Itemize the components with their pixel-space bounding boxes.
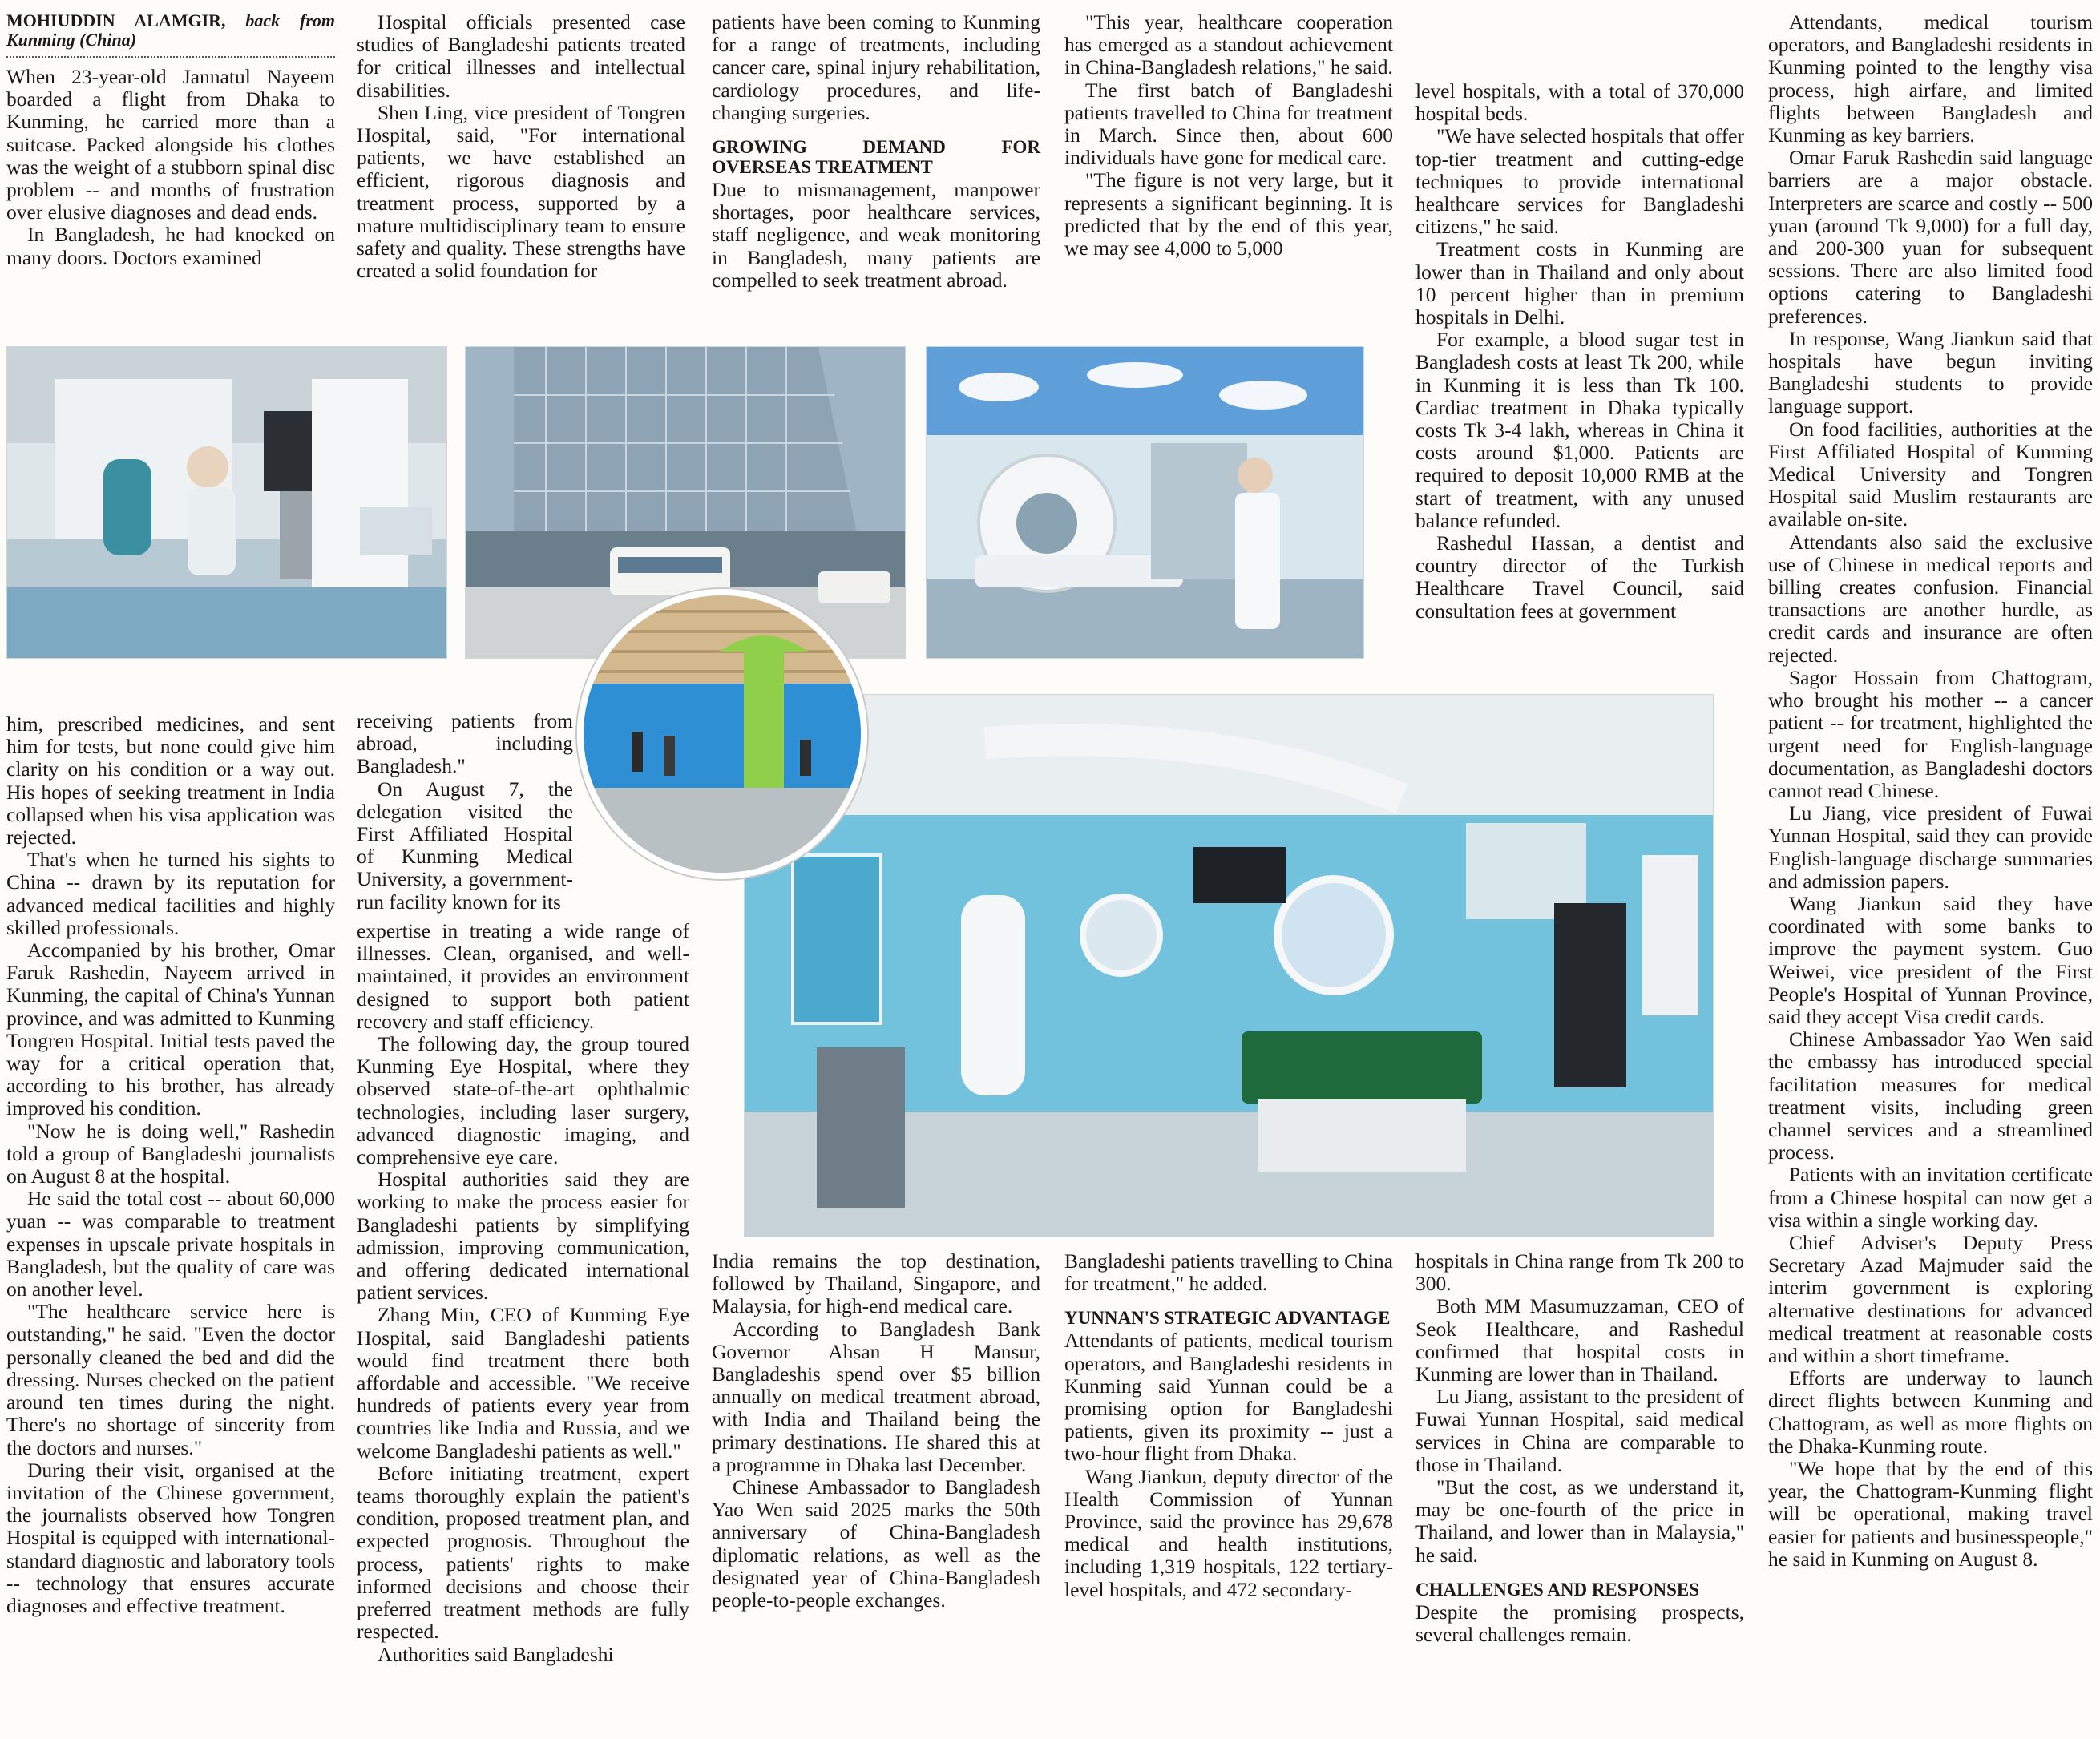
paragraph: For example, a blood sugar test in Bangladesh costs at least Tk 200, while in Kunming it is less than Tk 100. Cardiac treatment in Dhaka typically costs Tk 3-4 lakh, whereas in China it costs around $1,000. Patients are required to deposit 10,000 RMB at the start of treatment, with any unused balance refunded. <box>1415 328 1744 532</box>
paragraph: patients have been coming to Kunming for a range of treatments, including cancer care, spinal injury rehabilitation, cardiology procedures, and life-changing surgeries. <box>712 10 1040 124</box>
hospital-lobby-illustration <box>584 595 861 873</box>
column-5-bottom <box>1415 1250 1744 1646</box>
byline-location: back from Kunming (China) <box>6 10 336 50</box>
paragraph: Lu Jiang, vice president of Fuwai Yunnan Hospital, said they can provide English-language discharge summaries and admission papers. <box>1768 801 2093 893</box>
column-6 <box>1768 11 2093 1571</box>
paragraph: him, prescribed medicines, and sent him for tests, but none could give him clarity on his condition or a way out. His hopes of seeking treatment in India collapsed when his visa application was rejected. <box>6 712 335 849</box>
paragraph: Rashedul Hassan, a dentist and country director of the Turkish Healthcare Travel Council, said consultation fees at government <box>1415 531 1744 623</box>
paragraph: Chief Adviser's Deputy Press Secretary Azad Majmuder said the interim government is exploring alternative destinations for advanced medical treatment at reasonable costs and within a short timeframe. <box>1768 1230 2093 1367</box>
paragraph: hospitals in China range from Tk 200 to 300. <box>1415 1249 1744 1296</box>
paragraph: The first batch of Bangladeshi patients travelled to China for treatment in March. Since then, about 600 individuals have gone for medical care. <box>1064 78 1393 170</box>
paragraph: When 23-year-old Jannatul Nayeem boarded a flight from Dhaka to Kunming, he carried more than a suitcase. Packed alongside his clothes was the weight of a stubborn spinal disc problem -- and months of frustration over elusive diagnoses and dead ends. <box>6 65 335 224</box>
ct-scanner-photo <box>926 346 1364 659</box>
column-4-bottom <box>1064 1250 1393 1601</box>
paragraph: Accompanied by his brother, Omar Faruk Rashedin, Nayeem arrived in Kunming, the capital of China's Yunnan province, and was admitted to Kunming Tongren Hospital. Initial tests paved the way for a critical operation that, according to his brother, has already improved his condition. <box>6 938 335 1120</box>
exam-room-photo <box>6 346 447 659</box>
paragraph: Chinese Ambassador to Bangladesh Yao Wen said 2025 marks the 50th anniversary of China-Bangladesh diplomatic relations, as well as the designated year of China-Bangladesh people-to-people exchanges. <box>712 1475 1040 1612</box>
paragraph: "We hope that by the end of this year, the Chattogram-Kunming flight will be operational, making travel easier for patients and businesspeople," he said in Kunming on August 8. <box>1768 1457 2093 1571</box>
paragraph: In response, Wang Jiankun said that hospitals have begun inviting Bangladeshi students to provide language support. <box>1768 326 2093 418</box>
paragraph: "Now he is doing well," Rashedin told a group of Bangladeshi journalists on August 8 at the hospital. <box>6 1119 335 1188</box>
ct-scanner-illustration <box>927 347 1363 658</box>
paragraph: Chinese Ambassador Yao Wen said the embassy has introduced special facilitation measures for medical treatment visits, including green channel services and a streamlined process. <box>1768 1027 2093 1164</box>
paragraph: "The healthcare service here is outstanding," he said. "Even the doctor personally cleaned the bed and did the dressing. Nurses checked on the patient around ten times during the night. There's no shortage of sincerity from the doctors and nurses." <box>6 1300 335 1459</box>
operating-theatre-illustration <box>745 695 1713 1237</box>
subhead-yunnan-advantage: YUNNAN'S STRATEGIC ADVANTAGE <box>1064 1308 1391 1329</box>
paragraph: Wang Jiankun said they have coordinated with some banks to improve the payment system. Guo Weiwei, vice president of the First People's Hospital of Yunnan Province, said they accept Visa credit cards. <box>1768 891 2093 1028</box>
paragraph: level hospitals, with a total of 370,000 hospital beds. <box>1415 79 1744 126</box>
paragraph: In Bangladesh, he had knocked on many doors. Doctors examined <box>6 223 335 269</box>
paragraph: During their visit, organised at the invitation of the Chinese government, the journalists observed how Tongren Hospital is equipped with international-standard diagnostic and laboratory tools -- technology that ensures accurate diagnoses and effective treatment. <box>6 1458 335 1617</box>
byline <box>6 11 335 58</box>
paragraph: Sagor Hossain from Chattogram, who brought his mother -- a cancer patient -- for treatment, highlighted the urgent need for English-language documentation, as Bangladeshi doctors cannot read Chinese. <box>1768 665 2093 802</box>
subhead-challenges: CHALLENGES AND RESPONSES <box>1415 1579 1700 1600</box>
column-3-bottom <box>712 1250 1040 1612</box>
paragraph: "This year, healthcare cooperation has emerged as a standout achievement in China-Bangladesh relations," he said. <box>1064 10 1393 79</box>
paragraph: That's when he turned his sights to China -- drawn by its reputation for advanced medical facilities and highly skilled professionals. <box>6 848 335 939</box>
paragraph: On food facilities, authorities at the First Affiliated Hospital of Kunming Medical University and Tongren Hospital said Muslim restaurants are available on-site. <box>1768 417 2093 531</box>
paragraph: Treatment costs in Kunming are lower than in Thailand and only about 10 percent higher than in premium hospitals in Delhi. <box>1415 237 1744 329</box>
paragraph: Attendants also said the exclusive use of Chinese in medical reports and billing creates confusion. Financial transactions are another hurdle, as credit cards and insurance are often rejected. <box>1768 530 2093 667</box>
paragraph: Shen Ling, vice president of Tongren Hospital, said, "For international patients, we have established an efficient, rigorous diagnosis and treatment process, supported by a mature multidisciplinary team to ensure safety and quality. These strengths have created a solid foundation for <box>357 100 685 283</box>
exam-room-illustration <box>7 347 446 658</box>
paragraph: According to Bangladesh Bank Governor Ahsan H Mansur, Bangladeshis spend over $5 billion annually on medical treatment abroad, with India and Thailand being the primary destinations. He shared this at a programme in Dhaka last December. <box>712 1317 1040 1476</box>
operating-theatre-photo <box>744 694 1714 1237</box>
paragraph: Attendants, medical tourism operators, and Bangladeshi residents in Kunming pointed to the lengthy visa process, high airfare, and limited flights between Bangladesh and Kunming as key barriers. <box>1768 10 2093 147</box>
column-4-top <box>1064 11 1393 260</box>
paragraph: India remains the top destination, followed by Thailand, Singapore, and Malaysia, for high-end medical care. <box>712 1249 1040 1318</box>
column-5-top <box>1415 80 1744 623</box>
paragraph: He said the total cost -- about 60,000 yuan -- was comparable to treatment expenses in upscale private hospitals in Bangladesh, but the quality of care was on another level. <box>6 1187 335 1301</box>
paragraph: Patients with an invitation certificate from a Chinese hospital can now get a visa within a single working day. <box>1768 1163 2093 1232</box>
column-1-top <box>6 11 335 269</box>
byline-name: MOHIUDDIN ALAMGIR, <box>6 10 226 30</box>
paragraph: "The figure is not very large, but it represents a significant beginning. It is predicted that by the end of this year, we may see 4,000 to 5,000 <box>1064 168 1393 260</box>
column-1-bottom <box>6 713 335 1617</box>
paragraph: receiving patients from abroad, including Bangladesh." <box>357 709 573 778</box>
column-2-bottom <box>357 920 689 1666</box>
paragraph: Hospital authorities said they are working to make the process easier for Bangladeshi patients by simplifying admission, improving communication, and offering dedicated international patient services. <box>357 1168 689 1305</box>
paragraph: Efforts are underway to launch direct flights between Kunming and Chattogram, as well as more flights on the Dhaka-Kunming route. <box>1768 1366 2093 1458</box>
paragraph: expertise in treating a wide range of illnesses. Clean, organised, and well-maintained, it provides an environment designed to support both patient recovery and staff efficiency. <box>357 919 689 1033</box>
paragraph: Both MM Masumuzzaman, CEO of Seok Healthcare, and Rashedul confirmed that hospital costs in Kunming are lower than in Thailand. <box>1415 1294 1744 1386</box>
paragraph: The following day, the group toured Kunming Eye Hospital, where they observed state-of-the-art ophthalmic technologies, including laser surgery, advanced diagnostic imaging, and comprehensive eye care. <box>357 1032 689 1169</box>
paragraph: Authorities said Bangladeshi <box>378 1642 614 1666</box>
column-2-top <box>357 11 685 282</box>
paragraph: Hospital officials presented case studies of Bangladeshi patients treated for critical illnesses and intellectual disabilities. <box>357 10 685 102</box>
paragraph: Attendants of patients, medical tourism operators, and Bangladeshi residents in Kunming said Yunnan could be a promising option for Bangladeshi patients, given its proximity -- just a two-hour flight from Dhaka. <box>1064 1329 1393 1466</box>
paragraph: Lu Jiang, assistant to the president of Fuwai Yunnan Hospital, said medical services in China are comparable to those in Thailand. <box>1415 1385 1744 1476</box>
paragraph: Omar Faruk Rashedin said language barriers are a major obstacle. Interpreters are scarce and costly -- 500 yuan (around Tk 9,000) for a full day, and 200-300 yuan for subsequent sessions. There are also limited food options catering to Bangladeshi preferences. <box>1768 146 2093 328</box>
paragraph: Bangladeshi patients travelling to China for treatment," he added. <box>1064 1249 1393 1296</box>
column-2-bottom-narrow <box>357 710 573 914</box>
paragraph: On August 7, the delegation visited the First Affiliated Hospital of Kunming Medical University, a government-run facility known for its <box>357 777 573 914</box>
hospital-lobby-photo <box>577 589 867 879</box>
subhead-growing-demand: GROWING DEMAND FOR OVERSEAS TREATMENT <box>712 137 1040 178</box>
paragraph: Wang Jiankun, deputy director of the Health Commission of Yunnan Province, said the province has 29,678 medical and health institutions, including 1,319 hospitals, 122 tertiary-level hospitals, and 472 secondary- <box>1064 1464 1393 1601</box>
paragraph: Zhang Min, CEO of Kunming Eye Hospital, said Bangladeshi patients would find treatment there both affordable and accessible. "We receive hundreds of patients every year from countries like India and Russia, and we welcome Bangladeshi patients as well." <box>357 1303 689 1463</box>
paragraph: Due to mismanagement, manpower shortages, poor healthcare services, staff negligence, and weak monitoring in Bangladesh, many patients are compelled to seek treatment abroad. <box>712 178 1040 292</box>
column-3-top <box>712 11 1040 292</box>
paragraph: Before initiating treatment, expert teams thoroughly explain the patient's condition, proposed treatment plan, and expected prognosis. Throughout the process, patients' rights to make informed decisions and choose their preferred treatment methods are fully respected. <box>357 1461 689 1644</box>
paragraph: Despite the promising prospects, several challenges remain. <box>1415 1600 1744 1647</box>
paragraph: "But the cost, as we understand it, may be one-fourth of the price in Thailand, and lower than in Malaysia," he said. <box>1415 1475 1744 1567</box>
paragraph: "We have selected hospitals that offer top-tier treatment and cutting-edge techniques to provide international healthcare services for Bangladeshi citizens," he said. <box>1415 124 1744 239</box>
